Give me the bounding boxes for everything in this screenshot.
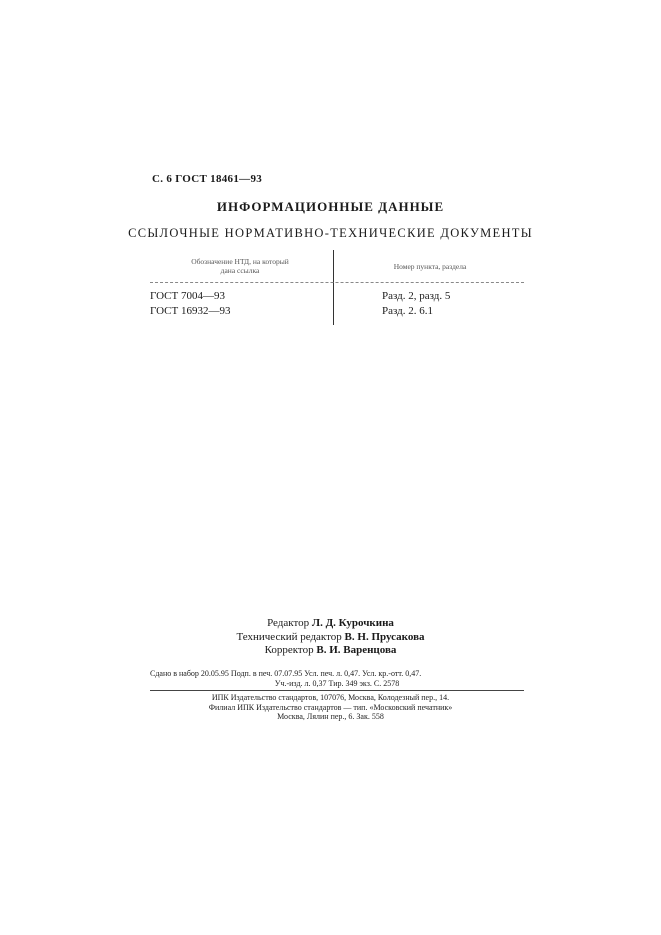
page-header: С. 6 ГОСТ 18461—93 — [152, 173, 263, 185]
credit-role: Корректор — [264, 644, 314, 656]
credit-proofreader — [0, 644, 661, 658]
publisher-line3: Москва, Лялин пер., 6. Зак. 558 — [277, 712, 384, 721]
credit-name: В. И. Варенцова — [316, 644, 397, 656]
column-header-document-line1: Обозначение НТД, на который — [191, 257, 289, 266]
publisher-line1: ИПК Издательство стандартов, 107076, Москва, Колодезный пер., 14. — [211, 693, 450, 702]
imprint-divider — [150, 690, 524, 691]
column-header-section: Номер пункта, раздела — [393, 262, 467, 271]
credit-name: Л. Д. Курочкина — [311, 617, 394, 629]
credit-role: Технический редактор — [236, 630, 342, 643]
imprint-block — [150, 669, 524, 689]
header-rule — [150, 282, 524, 284]
imprint-line1: Сдано в набор 20.05.95 Подп. в печ. 07.07.95 Усл. печ. л. 0,47. Усл. кр.-отт. 0,47. — [150, 669, 422, 678]
section-subtitle: ССЫЛОЧНЫЕ НОРМАТИВНО-ТЕХНИЧЕСКИЕ ДОКУМЕНТЫ — [128, 226, 533, 240]
credits-block — [0, 617, 661, 658]
row-document: ГОСТ 7004—93 — [150, 290, 225, 302]
document-title: ИНФОРМАЦИОННЫЕ ДАННЫЕ — [216, 199, 445, 214]
credit-role: Редактор — [267, 617, 310, 629]
row-document: ГОСТ 16932—93 — [150, 305, 231, 317]
references-table — [150, 250, 524, 325]
publisher-line2: Филиал ИПК Издательство стандартов — тип. «Московский печатник» — [208, 702, 453, 712]
credit-name: В. Н. Прусакова — [344, 630, 425, 643]
column-header-document-line2: дана ссылка — [220, 266, 260, 275]
column-header-document — [150, 257, 330, 275]
row-section: Разд. 2, разд. 5 — [382, 290, 451, 302]
column-divider — [333, 250, 334, 325]
imprint-line2: Уч.-изд. л. 0,37 Тир. 349 экз. С. 2578 — [274, 679, 400, 688]
credit-technical-editor — [0, 631, 661, 645]
credit-editor — [0, 617, 661, 631]
publisher-block — [0, 693, 661, 722]
row-section: Разд. 2. 6.1 — [382, 305, 433, 317]
